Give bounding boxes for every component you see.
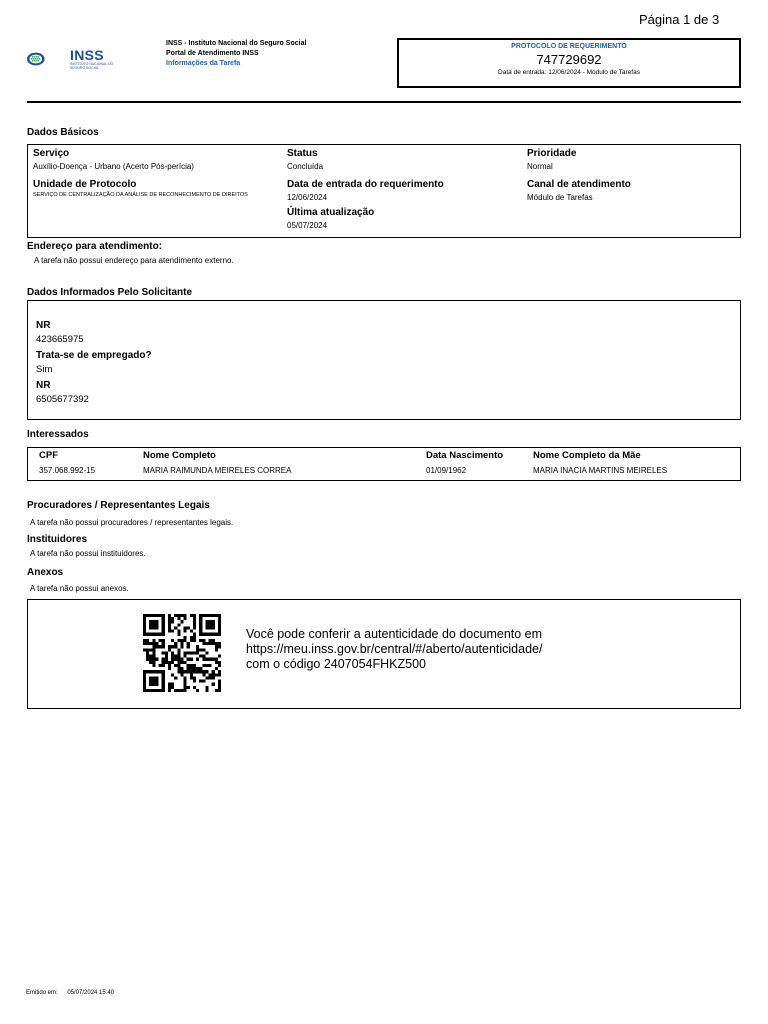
logo-word: INSS xyxy=(70,47,104,63)
col-header-nome: Nome Completo xyxy=(143,450,216,461)
requester-field-value: Sim xyxy=(36,364,53,375)
address-label: Endereço para atendimento: xyxy=(27,241,163,252)
canal-label: Canal de atendimento xyxy=(527,179,631,190)
header-divider xyxy=(27,101,741,103)
protocol-subtitle: Data de entrada: 12/06/2024 - Módulo de Tarefas xyxy=(498,69,640,76)
entrada-value: 12/06/2024 xyxy=(287,193,328,202)
atualizacao-value: 05/07/2024 xyxy=(287,221,328,230)
cell-mae: MARIA INACIA MARTINS MEIRELES xyxy=(533,466,668,475)
basic-section-title: Dados Básicos xyxy=(27,127,99,138)
instituidores-section-title: Instituidores xyxy=(27,534,88,545)
unidade-value: SERVIÇO DE CENTRALIZAÇÃO DA ANÁLISE DE RECONHECIMENTO DE DIREITOS xyxy=(33,192,248,198)
address-text: A tarefa não possui endereço para atendimento externo. xyxy=(34,256,234,265)
prioridade-label: Prioridade xyxy=(527,148,577,159)
verification-text xyxy=(246,627,542,672)
basic-data-box xyxy=(27,144,741,238)
requester-field-label: NR xyxy=(36,380,51,391)
header-line-2: Portal de Atendimento INSS xyxy=(166,50,259,57)
logo-subtitle: INSTITUTO NACIONAL DO SEGURO SOCIAL xyxy=(70,62,114,70)
prioridade-value: Normal xyxy=(527,162,553,171)
requester-field-label: NR xyxy=(36,320,51,331)
col-header-cpf: CPF xyxy=(39,450,58,461)
anexos-section-title: Anexos xyxy=(27,567,64,578)
cell-nascimento: 01/09/1962 xyxy=(426,466,467,475)
entrada-label: Data de entrada do requerimento xyxy=(287,179,444,190)
requester-field-label: Trata-se de empregado? xyxy=(36,350,152,361)
status-value: Concluída xyxy=(287,162,324,171)
protocol-number: 747729692 xyxy=(536,52,602,67)
interested-table xyxy=(27,447,741,481)
protocol-title: PROTOCOLO DE REQUERIMENTO xyxy=(511,43,627,50)
footer xyxy=(26,990,114,996)
cell-nome: MARIA RAIMUNDA MEIRELES CORREA xyxy=(143,466,292,475)
cell-cpf: 357.068.992-15 xyxy=(39,466,96,475)
requester-section-title: Dados Informados Pelo Solicitante xyxy=(27,287,193,298)
protocol-box xyxy=(397,38,741,88)
status-label: Status xyxy=(287,148,318,159)
verification-code: com o código 2407054FHKZ500 xyxy=(246,657,426,671)
interested-section-title: Interessados xyxy=(27,429,89,440)
col-header-nascimento: Data Nascimento xyxy=(426,450,504,461)
procuradores-text: A tarefa não possui procuradores / representantes legais. xyxy=(30,518,234,527)
unidade-label: Unidade de Protocolo xyxy=(33,179,137,190)
footer-value: 05/07/2024 15:40 xyxy=(67,990,115,996)
canal-value: Módulo de Tarefas xyxy=(527,193,593,202)
qr-code-icon xyxy=(141,614,223,692)
requester-box xyxy=(27,300,741,420)
col-header-mae: Nome Completo da Mãe xyxy=(533,450,641,461)
verification-line-1: Você pode conferir a autenticidade do documento em xyxy=(246,627,543,641)
requester-field-value: 423665975 xyxy=(36,334,84,345)
inss-logo-icon xyxy=(26,44,70,74)
verification-url: https://meu.inss.gov.br/central/#/aberto/autenticidade/ xyxy=(246,642,543,656)
requester-field-value: 6505677392 xyxy=(36,394,89,405)
instituidores-text: A tarefa não possui instituidores. xyxy=(30,549,146,558)
servico-label: Serviço xyxy=(33,148,70,159)
header-line-3: Informações da Tarefa xyxy=(166,60,241,67)
page-number: Página 1 de 3 xyxy=(639,12,720,27)
servico-value: Auxílio-Doença - Urbano (Acerto Pós-perícia) xyxy=(33,162,194,171)
header-line-1: INSS - Instituto Nacional do Seguro Social xyxy=(166,40,307,47)
footer-label: Emitido em: xyxy=(26,990,58,996)
procuradores-section-title: Procuradores / Representantes Legais xyxy=(27,500,210,511)
anexos-text: A tarefa não possui anexos. xyxy=(30,584,129,593)
atualizacao-label: Última atualização xyxy=(287,207,375,218)
